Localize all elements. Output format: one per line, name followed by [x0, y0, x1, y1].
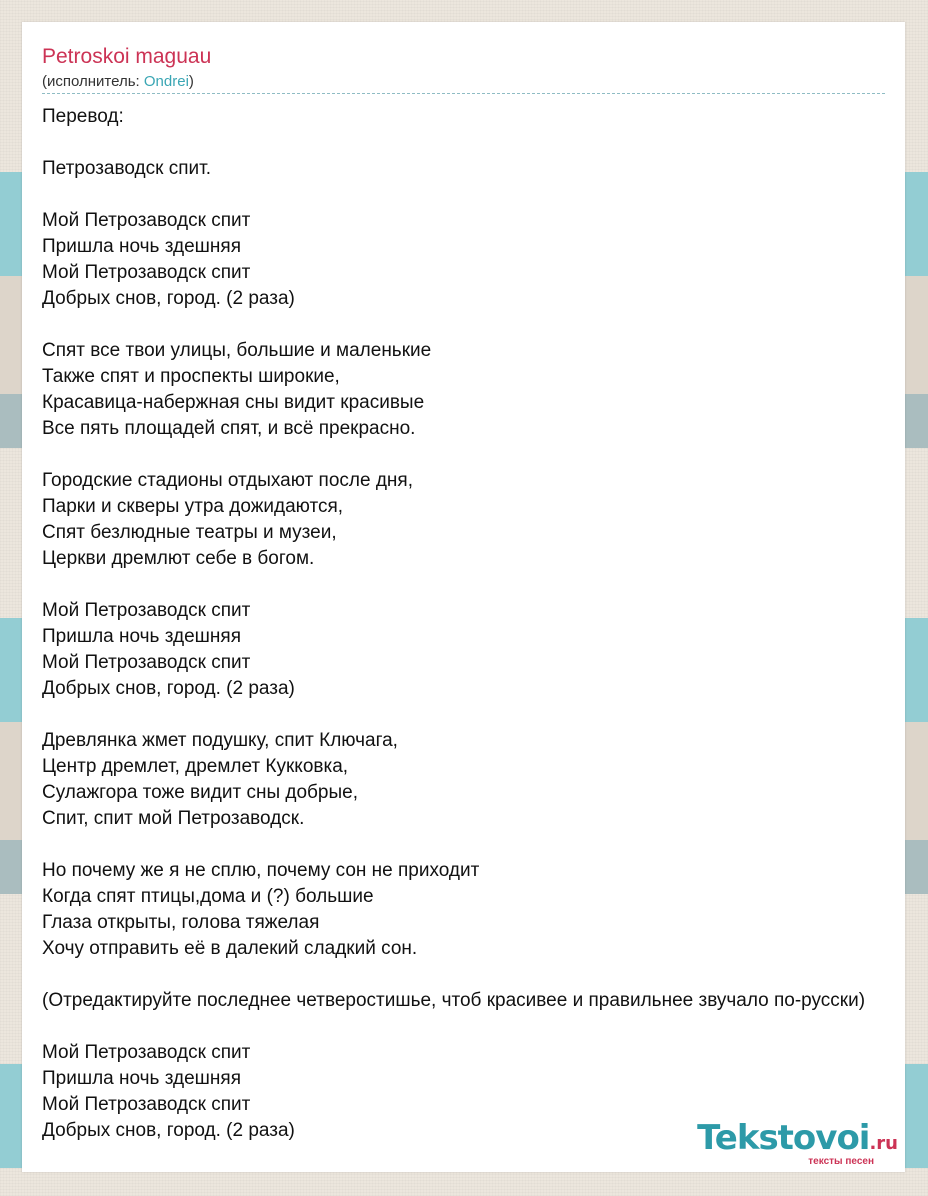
lyric-line [42, 182, 865, 208]
lyric-line [42, 312, 865, 338]
lyric-line: Пришла ночь здешняя [42, 626, 241, 647]
lyric-line: Сулажгора тоже видит сны добрые, [42, 782, 358, 803]
lyric-line: Городские стадионы отдыхают после дня, [42, 470, 413, 491]
lyric-line [42, 962, 865, 988]
lyric-line: Перевод: [42, 106, 124, 127]
lyrics-text [42, 104, 865, 1144]
lyric-line [42, 832, 865, 858]
lyric-line: Мой Петрозаводск спит [42, 1094, 251, 1115]
lyric-line: Мой Петрозаводск спит [42, 210, 251, 231]
lyric-line: Мой Петрозаводск спит [42, 262, 251, 283]
lyric-line: Красавица-набержная сны видит красивые [42, 392, 425, 413]
artist-suffix: ) [188, 73, 194, 90]
artist-link[interactable]: Ondrei [143, 73, 189, 90]
lyric-line: Петрозаводск спит. [42, 158, 211, 179]
logo-tld: .ru [869, 1133, 898, 1154]
lyric-line: Хочу отправить её в далекий сладкий сон. [42, 938, 418, 959]
lyric-line: Церкви дремлют себе в богом. [42, 548, 315, 569]
lyric-line: Но почему же я не сплю, почему сон не приходит [42, 860, 480, 881]
lyric-line: Добрых снов, город. (2 раза) [42, 678, 295, 699]
lyric-line: Все пять площадей спят, и всё прекрасно. [42, 418, 416, 439]
artist-prefix: (исполнитель: [42, 73, 144, 90]
logo-name: Tekstovoi [697, 1118, 870, 1158]
lyric-line: Спит, спит мой Петрозаводск. [42, 808, 305, 829]
lyric-line: Парки и скверы утра дожидаются, [42, 496, 344, 517]
lyric-line: Древлянка жмет подушку, спит Ключага, [42, 730, 398, 751]
lyric-line: Пришла ночь здешняя [42, 236, 241, 257]
lyric-line: Спят безлюдные театры и музеи, [42, 522, 337, 543]
lyric-line [42, 130, 865, 156]
song-title: Petroskoi maguau [42, 45, 212, 68]
lyrics-card [22, 22, 905, 1172]
lyric-line: Мой Петрозаводск спит [42, 600, 251, 621]
site-logo[interactable] [697, 1120, 898, 1168]
lyric-line: Глаза открыты, голова тяжелая [42, 912, 320, 933]
lyric-line: Добрых снов, город. (2 раза) [42, 1120, 295, 1141]
lyric-line: Мой Петрозаводск спит [42, 652, 251, 673]
lyric-line [42, 572, 865, 598]
lyric-line: Пришла ночь здешняя [42, 1068, 241, 1089]
lyric-line: (Отредактируйте последнее четверостишье, чтоб красивее и правильнее звучало по-русски) [42, 990, 866, 1011]
lyric-line [42, 1014, 865, 1040]
lyric-line: Центр дремлет, дремлет Кукковка, [42, 756, 349, 777]
lyric-line [42, 702, 865, 728]
lyric-line: Мой Петрозаводск спит [42, 1042, 251, 1063]
logo-tagline: тексты песен [808, 1156, 874, 1167]
lyric-line: Также спят и проспекты широкие, [42, 366, 340, 387]
lyric-line: Добрых снов, город. (2 раза) [42, 288, 295, 309]
divider [42, 93, 885, 94]
artist-line [42, 73, 194, 91]
lyric-line: Когда спят птицы,дома и (?) большие [42, 886, 374, 907]
lyric-line [42, 442, 865, 468]
lyric-line: Спят все твои улицы, большие и маленькие [42, 340, 432, 361]
